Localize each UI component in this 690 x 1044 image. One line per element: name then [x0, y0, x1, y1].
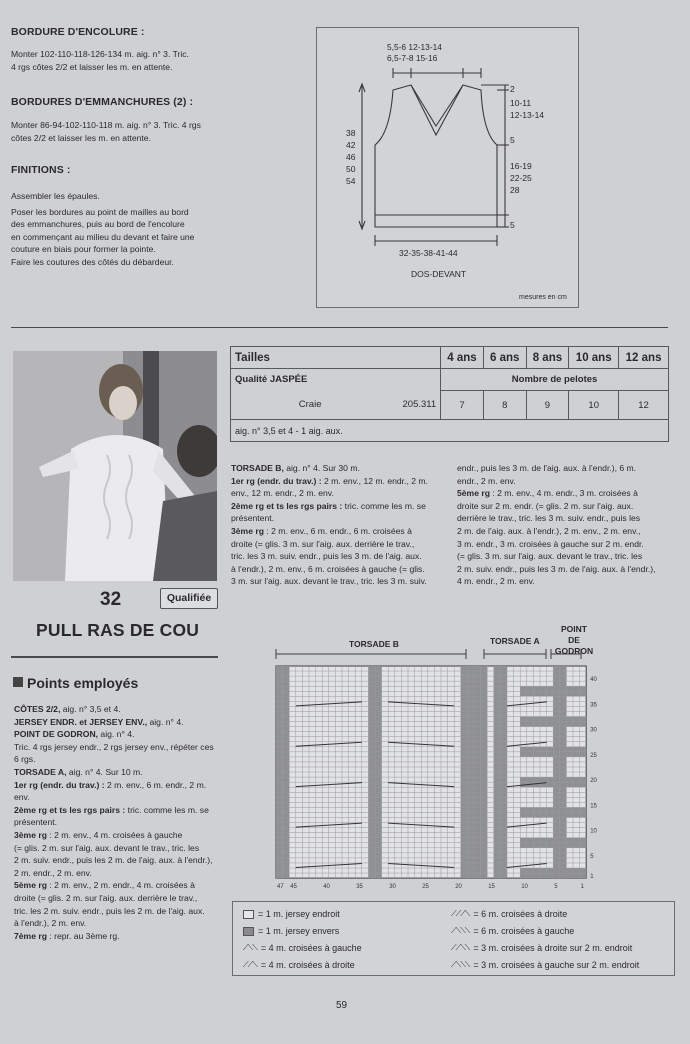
- col-number: 45: [290, 884, 297, 891]
- text-line: [457, 538, 672, 551]
- cross-right-4-icon: ⟋⟋⟍: [243, 960, 257, 969]
- text-line: [457, 525, 672, 538]
- chart-label-torsade-b: TORSADE B: [349, 639, 399, 649]
- cross-left-4-icon: ⟋⟍⟍: [243, 943, 257, 952]
- legend-text: = 6 m. croisées à gauche: [473, 926, 575, 936]
- text-line: [14, 930, 222, 943]
- col-number: 35: [356, 884, 363, 891]
- text-line: des emmanchures, puis au bord de l'encolure: [11, 219, 185, 230]
- torsade-b-col2: [457, 462, 672, 588]
- text-run: aig. n° 3,5 et 4.: [60, 704, 121, 714]
- pelote-count: 12: [619, 391, 669, 420]
- bordure-encolure-title: BORDURE D'ENCOLURE :: [11, 26, 145, 38]
- text-run: 4 m. endr., 2 m. env.: [457, 576, 535, 587]
- text-line: [457, 475, 672, 488]
- text-run: endr., puis les 3 m. de l'aig. aux. à l'endr.), 6 m.: [457, 463, 637, 473]
- text-bold: 1er rg (endr. du trav.) :: [14, 779, 105, 790]
- text-line: 10-11: [510, 98, 532, 108]
- text-bold: POINT DE GODRON,: [14, 729, 99, 740]
- col-number: 5: [554, 884, 558, 891]
- text-line: en commençant au milieu du devant et faire une: [11, 231, 195, 242]
- cross-right-3-2-icon: ⟋⟋⟍⟍: [451, 943, 470, 952]
- legend-text: = 1 m. jersey envers: [258, 926, 340, 936]
- text-run: : 2 m. env., 4 m. endr., 3 m. croisées à: [489, 488, 638, 499]
- legend-item: [451, 926, 574, 936]
- photo-illustration: [13, 351, 217, 581]
- pelote-count: 8: [483, 391, 526, 420]
- section-divider: [11, 327, 668, 328]
- title-rule: [11, 656, 218, 658]
- text-line: [14, 779, 222, 792]
- text-run: : 2 m. env., 6 m. endr., 6 m. croisées à: [263, 525, 412, 536]
- text-line: 54: [346, 176, 356, 186]
- text-line: couture en biais pour former la pointe.: [11, 244, 156, 255]
- text-bold: TORSADE A,: [14, 766, 67, 777]
- chart-label-torsade-a: TORSADE A: [490, 636, 540, 646]
- text-line: [14, 766, 222, 779]
- text-line: Poser les bordures au point de mailles au bord: [11, 206, 189, 217]
- row-number: 35: [590, 702, 597, 709]
- col-number: 15: [488, 884, 495, 891]
- text-line: [14, 816, 222, 829]
- sizes-table-wrap: [230, 346, 669, 442]
- text-run: : 2 m. env., 4 m. croisées à gauche: [46, 829, 183, 840]
- text-run: 2 m. endr., 2 m. env.: [14, 867, 92, 878]
- points-list: [14, 703, 222, 942]
- text-line: Faire les coutures des côtés du débardeur.: [11, 256, 174, 267]
- text-run: env., 12 m. endr., 2 m. env.: [231, 488, 334, 499]
- text-run: 2 m. env., 6 m. endr., 2 m.: [104, 779, 207, 790]
- text-line: [14, 867, 222, 880]
- schematic-units: mesures en cm: [519, 294, 567, 301]
- text-run: endr., 2 m. env.: [457, 475, 516, 486]
- text-line: [231, 487, 446, 500]
- text-line: [457, 512, 672, 525]
- text-line: [14, 741, 222, 754]
- text-line: [457, 575, 672, 588]
- text-line: 38: [346, 128, 356, 138]
- legend-text: = 4 m. croisées à droite: [260, 960, 355, 970]
- legend-text: = 6 m. croisées à droite: [473, 909, 568, 919]
- text-bold: 3ème rg: [231, 525, 264, 536]
- schematic-top-label: [387, 42, 442, 64]
- text-line: Monter 86-94-102-110-118 m. aig. n° 3. Tric. 4 rgs: [11, 120, 201, 130]
- text-run: tric. comme les m. se: [342, 500, 426, 511]
- text-line: [14, 892, 222, 905]
- text-line: 12-13-14: [510, 110, 545, 120]
- sizes-table: [230, 346, 669, 442]
- legend-item: [451, 909, 567, 919]
- purl-stitch-icon: [243, 927, 254, 936]
- schematic-right-label-2: [510, 97, 544, 121]
- quality-label: Qualité JASPÉE: [231, 369, 441, 391]
- text-line: [231, 538, 446, 551]
- schematic-right-label-5: 5: [510, 220, 515, 230]
- col-number: 40: [323, 884, 330, 891]
- text-line: [457, 500, 672, 513]
- page-number: 59: [336, 1000, 348, 1011]
- cross-left-3-2-icon: ⟋⟍⟍⟍: [451, 960, 470, 969]
- text-line: [14, 728, 222, 741]
- text-run: présentent.: [231, 513, 274, 524]
- color-ref: 205.311: [351, 391, 440, 420]
- sizes-header-label: Tailles: [231, 347, 441, 369]
- needles-note: aig. n° 3,5 et 4 - 1 aig. aux.: [231, 420, 669, 442]
- text-bold: JERSEY ENDR. et JERSEY ENV.,: [14, 716, 148, 727]
- pelote-count: 9: [526, 391, 569, 420]
- text-bold: 5ème rg: [457, 488, 490, 499]
- text-bold: 3ème rg: [14, 829, 47, 840]
- text-bold: 2ème rg et ts les rgs pairs :: [231, 500, 343, 511]
- text-run: présentent.: [14, 817, 57, 828]
- row-number: 30: [590, 727, 597, 734]
- legend-box: [232, 901, 675, 976]
- text-line: 16-19: [510, 161, 532, 171]
- text-line: [14, 842, 222, 855]
- row-number: 15: [590, 803, 597, 810]
- text-line: 5,5-6 12-13-14: [387, 42, 442, 52]
- row-number: 5: [590, 853, 594, 860]
- cross-left-6-icon: ⟋⟍⟍⟍: [451, 926, 470, 935]
- col-number: 47: [277, 884, 284, 891]
- text-run: droite (= glis. 3 m. sur l'aig. aux. derrière le trav.,: [231, 538, 415, 549]
- text-line: [457, 563, 672, 576]
- text-line: DE GODRON: [554, 635, 594, 656]
- text-line: [14, 791, 222, 804]
- text-line: 6,5-7-8 15-16: [387, 53, 438, 63]
- text-run: : repr. au 3ème rg.: [46, 930, 120, 941]
- text-run: 2 m. suiv. endr., puis les 3 m. de l'aig. aux. à l'endr.),: [457, 563, 656, 574]
- text-run: aig. n° 4. Sur 10 m.: [66, 766, 143, 777]
- col-number: 1: [580, 884, 584, 891]
- text-run: : 2 m. env., 2 m. endr., 4 m. croisées à: [46, 880, 195, 891]
- text-bold: 7ème rg: [14, 930, 47, 941]
- schematic-left-label: [346, 127, 355, 187]
- schematic-right-label-1: 2: [510, 84, 515, 94]
- text-line: [14, 804, 222, 817]
- col-number: 20: [455, 884, 462, 891]
- text-line: 42: [346, 140, 356, 150]
- quality-badge: Qualifiée: [160, 588, 218, 609]
- row-number: 1: [590, 874, 594, 881]
- text-line: 22-25: [510, 173, 532, 183]
- text-line: 50: [346, 164, 356, 174]
- text-run: aig. n° 4.: [98, 729, 135, 740]
- text-line: [14, 703, 222, 716]
- text-run: (= glis. 3 m. sur l'aig. aux. devant le trav., tric. les: [457, 551, 643, 562]
- torsade-b-col1: [231, 462, 446, 588]
- text-line: [14, 917, 222, 930]
- text-run: env.: [14, 792, 30, 803]
- square-bullet-icon: [13, 677, 23, 687]
- text-line: [14, 905, 222, 918]
- text-run: 6 rgs.: [14, 754, 36, 765]
- legend-item: [243, 960, 355, 970]
- col-number: 30: [389, 884, 396, 891]
- pelote-count: 10: [569, 391, 619, 420]
- text-line: 28: [510, 185, 520, 195]
- size-col: 10 ans: [569, 347, 619, 369]
- text-run: aig. n° 4. Sur 30 m.: [283, 463, 360, 473]
- knit-stitch-icon: [243, 910, 254, 919]
- text-line: [14, 753, 222, 766]
- text-run: 2 m. env., 12 m. endr., 2 m.: [321, 475, 428, 486]
- text-line: [231, 512, 446, 525]
- text-line: 46: [346, 152, 356, 162]
- bordure-encolure-text: [11, 48, 189, 73]
- schematic-bottom-label: 32-35-38-41-44: [399, 248, 458, 258]
- text-line: Monter 102-110-118-126-134 m. aig. n° 3. Tric.: [11, 49, 189, 59]
- row-number: 20: [590, 778, 597, 785]
- text-run: droite (= glis. 2 m. sur l'aig. aux. derrière le trav.,: [14, 892, 198, 903]
- schematic-box: [316, 27, 579, 308]
- legend-item: [451, 943, 632, 953]
- model-photo: [13, 351, 217, 581]
- text-line: [231, 575, 446, 588]
- text-line: [231, 525, 446, 538]
- pelotes-label: Nombre de pelotes: [441, 369, 669, 391]
- text-run: à l'endr.), 2 m. env., 6 m. croisées à gauche (= glis.: [231, 563, 425, 574]
- text-line: [231, 563, 446, 576]
- size-col: 4 ans: [441, 347, 484, 369]
- text-line: [457, 462, 672, 475]
- garment-schematic: [317, 28, 578, 307]
- text-run: 2 m. de l'aig. aux. à l'endr.), 2 m. env., 2 m. env.,: [457, 525, 641, 536]
- text-run: 3 m. endr., 3 m. croisées à gauche sur 2 m. endr.: [457, 538, 644, 549]
- text-run: tric. les 3 m. suiv. endr., puis les 3 m. de l'aig. aux.: [231, 551, 422, 562]
- text-line: [14, 879, 222, 892]
- legend-item: [451, 960, 639, 970]
- text-bold: CÔTES 2/2,: [14, 704, 61, 714]
- row-number: 40: [590, 677, 597, 684]
- model-number: 32: [100, 589, 122, 610]
- text-line: [231, 475, 446, 488]
- text-bold: 1er rg (endr. du trav.) :: [231, 475, 322, 486]
- text-line: [231, 500, 446, 513]
- text-line: [14, 829, 222, 842]
- text-run: droite sur 2 m. endr. (= glis. 2 m. sur l'aig. aux.: [457, 500, 634, 511]
- text-run: derrière le trav., tric. les 3 m. suiv. endr., puis les: [457, 513, 641, 524]
- color-name: Craie: [231, 391, 352, 420]
- legend-text: = 1 m. jersey endroit: [258, 909, 340, 919]
- text-bold: TORSADE B,: [231, 463, 284, 473]
- pelote-count: 7: [441, 391, 484, 420]
- knitting-chart: [270, 640, 600, 896]
- schematic-right-label-4: [510, 160, 532, 196]
- text-bold: 5ème rg: [14, 880, 47, 891]
- text-run: tric. comme les m. se: [125, 804, 209, 815]
- text-line: [457, 550, 672, 563]
- legend-item: [243, 926, 339, 936]
- text-run: 3 m. sur l'aig. aux. devant le trav., tric. les 3 m. suiv.: [231, 576, 427, 587]
- bordures-emmanchures-text: [11, 119, 201, 144]
- text-line: Assembler les épaules.: [11, 191, 100, 201]
- col-number: 10: [521, 884, 528, 891]
- size-col: 12 ans: [619, 347, 669, 369]
- points-title: Points employés: [27, 675, 139, 691]
- text-run: (= glis. 2 m. sur l'aig. aux. devant le trav., tric. les: [14, 842, 200, 853]
- schematic-caption: DOS-DEVANT: [411, 269, 467, 279]
- size-col: 8 ans: [526, 347, 569, 369]
- text-line: [457, 487, 672, 500]
- text-line: POINT: [561, 624, 587, 634]
- row-number: 10: [590, 828, 597, 835]
- bordures-emmanchures-title: BORDURES D'EMMANCHURES (2) :: [11, 96, 194, 108]
- schematic-right-label-3: 5: [510, 135, 515, 145]
- text-bold: 2ème rg et ts les rgs pairs :: [14, 804, 126, 815]
- model-title: PULL RAS DE COU: [36, 620, 200, 640]
- text-run: tric. les 2 m. suiv. endr., puis les 2 m. de l'aig. aux.: [14, 905, 205, 916]
- legend-text: = 4 m. croisées à gauche: [260, 943, 362, 953]
- legend-text: = 3 m. croisées à droite sur 2 m. endroit: [473, 943, 633, 953]
- finitions-text: [11, 190, 216, 269]
- row-number: 25: [590, 752, 597, 759]
- text-line: [14, 716, 222, 729]
- finitions-title: FINITIONS :: [11, 164, 71, 176]
- legend-item: [243, 909, 340, 919]
- text-line: [231, 550, 446, 563]
- text-line: [231, 462, 446, 475]
- text-line: [14, 854, 222, 867]
- legend-text: = 3 m. croisées à gauche sur 2 m. endroit: [473, 960, 640, 970]
- text-run: à l'endr.), 2 m. env.: [14, 918, 87, 929]
- text-run: aig. n° 4.: [147, 716, 184, 727]
- col-number: 25: [422, 884, 429, 891]
- cross-right-6-icon: ⟋⟋⟋⟍: [451, 909, 470, 918]
- text-line: côtes 2/2 et laisser les m. en attente.: [11, 132, 151, 143]
- legend-item: [243, 943, 362, 953]
- text-line: 4 rgs côtes 2/2 et laisser les m. en attente.: [11, 61, 173, 72]
- size-col: 6 ans: [483, 347, 526, 369]
- text-run: 2 m. suiv. endr., puis les 2 m. de l'aig. aux. à l'endr.),: [14, 855, 213, 866]
- text-run: Tric. 4 rgs jersey endr., 2 rgs jersey env., répéter ces: [14, 741, 214, 752]
